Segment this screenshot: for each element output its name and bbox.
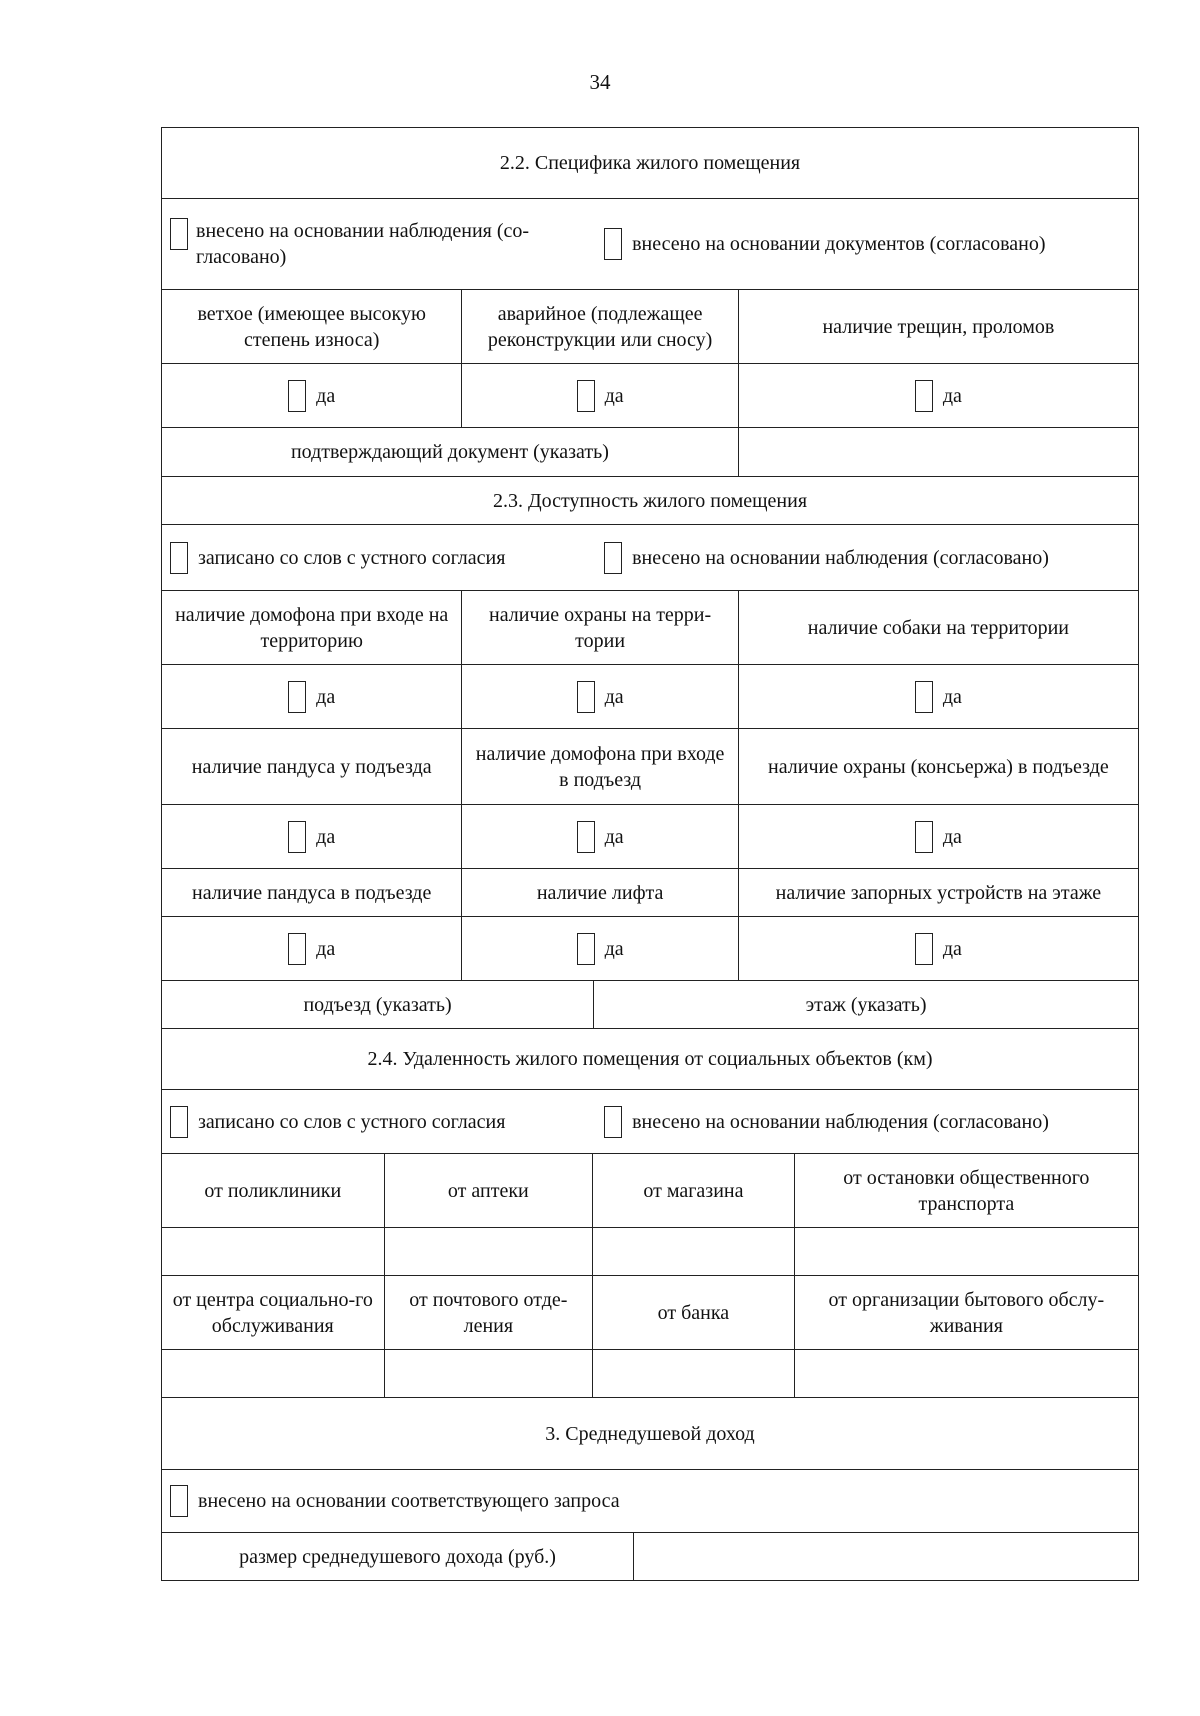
column-label: наличие пандуса в подъезде <box>192 881 432 904</box>
section-2-4-row2-labels <box>162 1275 1138 1349</box>
checkbox[interactable] <box>288 933 306 965</box>
yes-label: да <box>316 825 336 848</box>
checkbox[interactable] <box>170 542 188 574</box>
check-cell <box>162 805 461 868</box>
column-label: наличие охраны на терри-тории <box>461 591 737 664</box>
distance-input[interactable] <box>592 1228 794 1275</box>
entrance-label: подъезд (указать) <box>303 993 452 1016</box>
checkbox[interactable] <box>288 821 306 853</box>
check-cell <box>738 364 1138 427</box>
document-label: подтверждающий документ (указать) <box>290 441 609 463</box>
yes-label: да <box>604 937 624 960</box>
column-label: от почтового отде-ления <box>384 1276 593 1349</box>
section-2-3-row2-labels <box>162 728 1138 804</box>
section-2-2-document <box>162 427 1138 476</box>
column-label: от банка <box>592 1276 794 1349</box>
check-cell <box>461 364 737 427</box>
checkbox[interactable] <box>915 681 933 713</box>
checkbox[interactable] <box>577 380 595 412</box>
checkbox[interactable] <box>915 380 933 412</box>
option-observation <box>596 525 1138 590</box>
section-2-4-row2-inputs <box>162 1349 1138 1397</box>
section-2-3-row3-checks <box>162 916 1138 980</box>
column-label: наличие охраны (консьержа) в подъезде <box>738 729 1138 804</box>
option-label: записано со слов с устного согласия <box>198 1110 506 1133</box>
section-2-2-options <box>162 198 1138 289</box>
option-label: внесено на основании документов (согласовано) <box>632 233 1046 255</box>
column-label: от организации бытового обслу-живания <box>794 1276 1138 1349</box>
distance-input[interactable] <box>384 1228 593 1275</box>
column-label: от остановки общественного транспорта <box>794 1154 1138 1227</box>
option-label: внесено на основании соответствующего запроса <box>198 1490 620 1512</box>
checkbox[interactable] <box>577 821 595 853</box>
column-label: от поликлиники <box>204 1179 342 1202</box>
section-2-3-row2-checks <box>162 804 1138 868</box>
checkbox[interactable] <box>170 1106 188 1138</box>
distance-input[interactable] <box>162 1350 384 1397</box>
form-table <box>161 127 1139 1581</box>
column-label: аварийное (подлежащее реконструкции или сносу) <box>461 290 737 363</box>
distance-input[interactable] <box>162 1228 384 1275</box>
distance-input[interactable] <box>794 1350 1138 1397</box>
option-label: внесено на основании наблюдения (согласовано) <box>632 1110 1049 1133</box>
section-2-3-header <box>162 476 1138 524</box>
checkbox[interactable] <box>915 933 933 965</box>
section-2-2-checks <box>162 363 1138 427</box>
option-request <box>162 1470 1138 1532</box>
income-input[interactable] <box>633 1533 1138 1580</box>
checkbox[interactable] <box>604 1106 622 1138</box>
column-label: от аптеки <box>384 1154 593 1227</box>
column-label: наличие запорных устройств на этаже <box>738 869 1138 916</box>
distance-input[interactable] <box>794 1228 1138 1275</box>
checkbox[interactable] <box>577 933 595 965</box>
checkbox[interactable] <box>577 681 595 713</box>
checkbox[interactable] <box>915 821 933 853</box>
yes-label: да <box>942 825 962 848</box>
section-2-2-columns <box>162 289 1138 363</box>
column-label: наличие лифта <box>461 869 737 916</box>
checkbox[interactable] <box>288 380 306 412</box>
checkbox[interactable] <box>170 218 188 250</box>
check-cell <box>738 665 1138 728</box>
section-2-3-options <box>162 524 1138 590</box>
section-2-4-options <box>162 1089 1138 1153</box>
yes-label: да <box>942 384 962 407</box>
section-3-income <box>162 1532 1138 1580</box>
section-title: 2.2. Специфика жилого помещения <box>499 152 801 174</box>
column-label: наличие трещин, проломов <box>738 290 1138 363</box>
section-2-4-header <box>162 1028 1138 1089</box>
column-label: от центра социально-го обслуживания <box>172 1288 373 1337</box>
option-observation <box>596 1090 1138 1153</box>
option-observation <box>162 199 596 289</box>
checkbox[interactable] <box>288 681 306 713</box>
yes-label: да <box>942 937 962 960</box>
option-oral <box>162 525 596 590</box>
section-title: 2.3. Доступность жилого помещения <box>492 489 808 512</box>
distance-input[interactable] <box>592 1350 794 1397</box>
column-label: ветхое (имеющее высокую степень износа) <box>197 302 426 351</box>
check-cell <box>738 805 1138 868</box>
income-label: размер среднедушевого дохода (руб.) <box>239 1545 556 1568</box>
option-documents <box>596 199 1138 289</box>
distance-input[interactable] <box>384 1350 593 1397</box>
yes-label: да <box>604 384 624 407</box>
section-2-3-row1-labels <box>162 590 1138 664</box>
yes-label: да <box>316 685 336 708</box>
check-cell <box>461 805 737 868</box>
section-2-3-location <box>162 980 1138 1028</box>
floor-label: этаж (указать) <box>593 981 1138 1028</box>
section-2-4-row1-inputs <box>162 1227 1138 1275</box>
checkbox[interactable] <box>604 228 622 260</box>
option-label: внесено на основании наблюдения (со-гласовано) <box>196 220 530 268</box>
section-3-header <box>162 1397 1138 1469</box>
section-2-2-header <box>162 128 1138 198</box>
yes-label: да <box>942 685 962 708</box>
option-label: внесено на основании наблюдения (согласовано) <box>632 546 1049 569</box>
column-label: наличие домофона при входе на территорию <box>175 603 449 652</box>
yes-label: да <box>316 384 336 407</box>
section-2-4-row1-labels <box>162 1153 1138 1227</box>
check-cell <box>461 665 737 728</box>
yes-label: да <box>316 937 336 960</box>
check-cell <box>162 917 461 980</box>
check-cell <box>461 917 737 980</box>
column-label: наличие собаки на территории <box>738 591 1138 664</box>
yes-label: да <box>604 685 624 708</box>
section-2-3-row3-labels <box>162 868 1138 916</box>
section-2-3-row1-checks <box>162 664 1138 728</box>
column-label: наличие пандуса у подъезда <box>191 755 432 778</box>
option-label: записано со слов с устного согласия <box>198 546 506 569</box>
checkbox[interactable] <box>170 1485 188 1517</box>
option-oral <box>162 1090 596 1153</box>
checkbox[interactable] <box>604 542 622 574</box>
yes-label: да <box>604 825 624 848</box>
check-cell <box>738 917 1138 980</box>
column-label: от магазина <box>592 1154 794 1227</box>
section-3-options <box>162 1469 1138 1532</box>
check-cell <box>162 364 461 427</box>
column-label: наличие домофона при входе в подъезд <box>461 729 737 804</box>
page-number: 34 <box>589 70 611 94</box>
check-cell <box>162 665 461 728</box>
section-title: 3. Среднедушевой доход <box>545 1422 755 1445</box>
section-title: 2.4. Удаленность жилого помещения от социальных объектов (км) <box>367 1048 933 1070</box>
document-input[interactable] <box>738 428 1138 476</box>
